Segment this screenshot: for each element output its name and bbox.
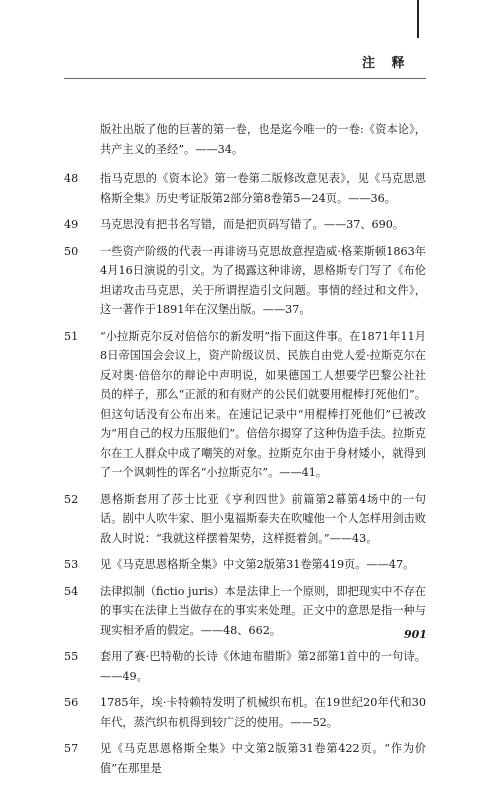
- notes-body: [64, 120, 426, 785]
- note-number: 51: [64, 329, 79, 343]
- note-48: [64, 169, 426, 208]
- note-continuation: 版社出版了他的巨著的第一卷，也是迄今唯一的一卷:《资本论》，共产主义的圣经”。——34。: [100, 123, 426, 156]
- note-text: 指马克思的《资本论》第一卷第二版修改意见表》，见《马克思恩格斯全集》历史考证版第2部分第8卷第5—24页。——36。: [100, 172, 426, 205]
- page-header-title: 注 释: [362, 56, 411, 71]
- note-text: 法律拟制（fictio juris）本是法律上一个原则，即把现实中不存在的事实在法律上当做存在的事实来处理。正文中的意思是指一种与现实相矛盾的假定。——48、662。: [100, 584, 426, 637]
- note-53: [64, 555, 426, 575]
- binding-line: [417, 0, 419, 38]
- note-text: 套用了赛·巴特勒的长诗《休迪布腊斯》第2部第1首中的一句诗。——49。: [100, 650, 426, 683]
- note-text: 见《马克思恩格斯全集》中文第2版第31卷第422页。“作为价值”在那里是: [100, 742, 426, 775]
- note-number: 50: [64, 244, 79, 258]
- note-number: 48: [64, 172, 79, 185]
- note-number: 53: [64, 558, 79, 571]
- note-text: 见《马克思恩格斯全集》中文第2版第31卷第419页。——47。: [100, 558, 415, 571]
- note-56: [64, 693, 426, 732]
- note-54: [64, 582, 426, 641]
- note-number: 49: [64, 218, 79, 231]
- note-text: 一些资产阶级的代表一再诽谤马克思故意捏造威·格莱斯顿1863年4月16日演说的引文。为了揭露这种诽谤，恩格斯专门写了《布伦坦诺攻击马克思，关于所谓捏造引文问题。事情的经过和文件》，这一著作于1891年在汉堡出版。——37。: [100, 244, 426, 316]
- note-number: 56: [64, 696, 79, 709]
- page-number: 901: [404, 628, 427, 641]
- note-55: [64, 647, 426, 686]
- note-text: 马克思没有把书名写错，而是把页码写错了。——37、690。: [100, 218, 405, 231]
- note-57: [64, 739, 426, 778]
- note-number: 54: [64, 584, 79, 598]
- note-49: [64, 215, 426, 235]
- note-text: 1785年，埃·卡特赖特发明了机械织布机。在19世纪20年代和30年代，蒸汽织布机得到较广泛的使用。——52。: [100, 696, 426, 729]
- note-number: 57: [64, 742, 79, 755]
- note-number: 52: [64, 492, 79, 506]
- note-51: [64, 327, 426, 483]
- note-text: 恩格斯套用了莎士比亚《亨利四世》前篇第2幕第4场中的一句话。剧中人吹牛家、胆小鬼福斯泰夫在吹嘘他一个人怎样用剑击败敌人时说：“我就这样摆着架势，这样挺着剑。”——43。: [100, 492, 426, 545]
- note-text: “小拉斯克尔反对倍倍尔的新发明”指下面这件事。在1871年11月8日帝国国会会议上，资产阶级议员、民族自由党人爱·拉斯克尔在反对奥·倍倍尔的辩论中声明说，如果德国工人想要学巴黎公社社员的样子，那么“正派的和有财产的公民们就要用棍棒打死他们”。但这句话没有公布出来。在速记记录中“用棍棒打死他们”已被改为“用自己的权力压服他们”。倍倍尔揭穿了这种伪造手法。拉斯克尔在工人群众中成了嘲笑的对象。拉斯克尔由于身材矮小，就得到了一个讽刺性的诨名“小拉斯克尔”。——41。: [100, 329, 426, 479]
- note-50: [64, 242, 426, 320]
- note-number: 55: [64, 650, 79, 663]
- header-rule: [64, 78, 426, 79]
- note-52: [64, 490, 426, 549]
